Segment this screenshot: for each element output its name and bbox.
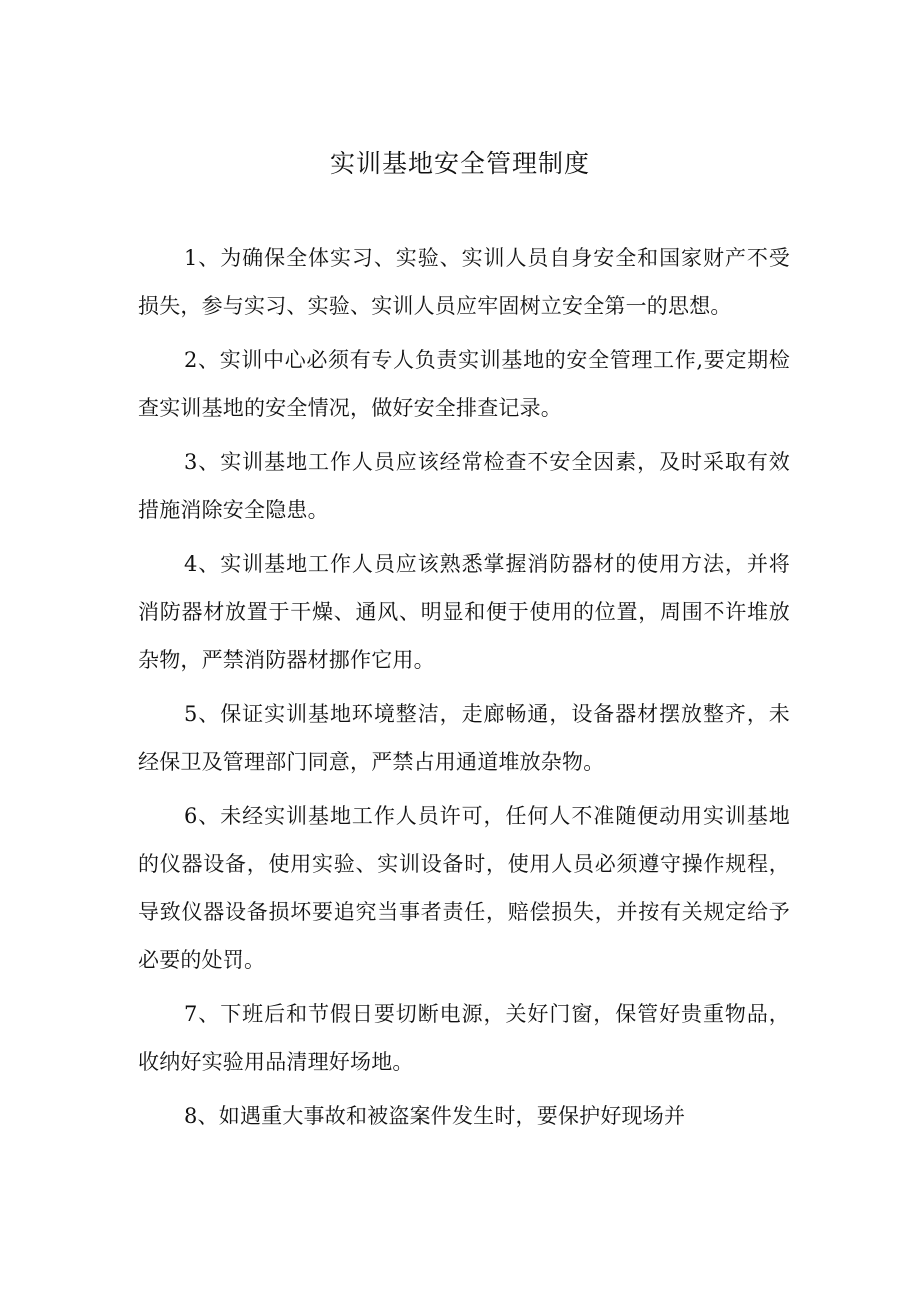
document-title: 实训基地安全管理制度	[329, 149, 590, 178]
paragraph-5: 5、保证实训基地环境整洁，走廊畅通，设备器材摆放整齐，未经保卫及管理部门同意，严禁占用通道堆放杂物。	[138, 702, 790, 774]
paragraph-6: 6、未经实训基地工作人员许可，任何人不准随便动用实训基地的仪器设备，使用实验、实训设备时，使用人员必须遵守操作规程，导致仪器设备损坏要追究当事者责任，赔偿损失，并按有关规定给予必要的处罚。	[138, 804, 790, 972]
paragraph-3: 3、实训基地工作人员应该经常检查不安全因素，及时采取有效措施消除安全隐患。	[138, 450, 790, 522]
paragraph-8: 8、如遇重大事故和被盗案件发生时，要保护好现场并	[184, 1104, 686, 1128]
document-body	[138, 234, 790, 1146]
paragraph-2: 2、实训中心必须有专人负责实训基地的安全管理工作,要定期检查实训基地的安全情况，做好安全排查记录。	[138, 348, 790, 420]
paragraph-4: 4、实训基地工作人员应该熟悉掌握消防器材的使用方法，并将消防器材放置于干燥、通风、明显和便于使用的位置，周围不许堆放杂物，严禁消防器材挪作它用。	[138, 552, 790, 672]
paragraph-1: 1、为确保全体实习、实验、实训人员自身安全和国家财产不受损失，参与实习、实验、实训人员应牢固树立安全第一的思想。	[138, 246, 790, 318]
paragraph-7: 7、下班后和节假日要切断电源，关好门窗，保管好贵重物品，收纳好实验用品清理好场地。	[138, 1002, 790, 1074]
